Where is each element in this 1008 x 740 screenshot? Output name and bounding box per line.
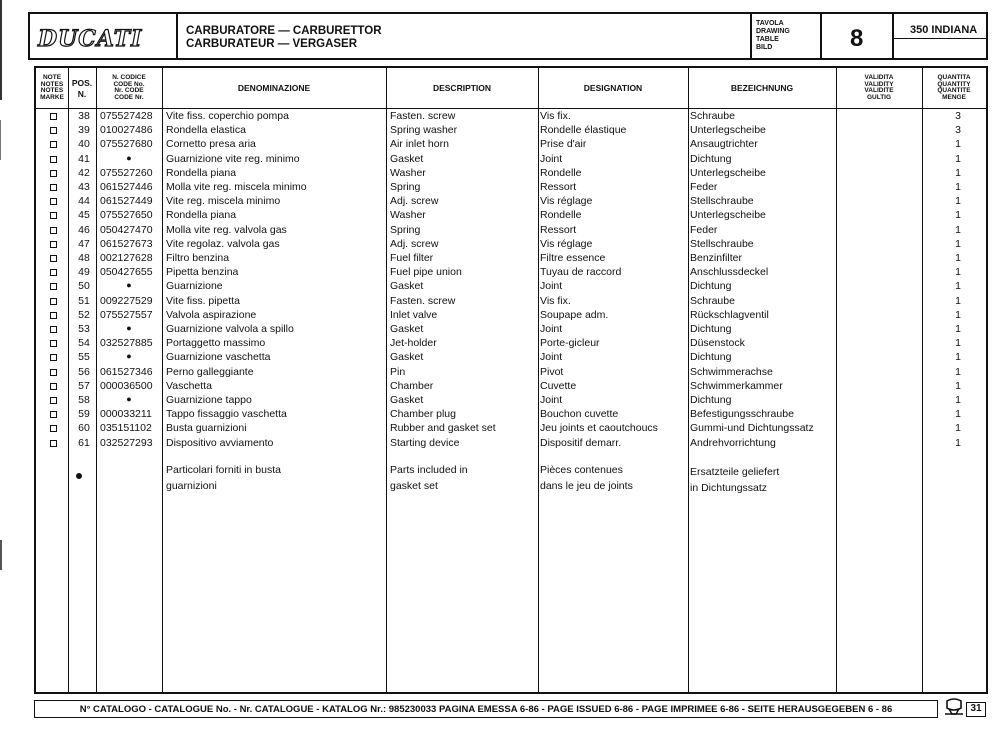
description-cell: Adj. screw (390, 237, 439, 250)
table-row (36, 266, 986, 280)
pos-cell: 61 (78, 436, 90, 449)
description-cell: Fasten. screw (390, 294, 456, 307)
code-cell: ● (126, 351, 132, 362)
code-cell: 075527650 (100, 209, 153, 222)
table-row (36, 437, 986, 451)
denominazione-cell: Busta guarnizioni (166, 422, 247, 435)
piston-icon (943, 698, 965, 716)
code-cell: 035151102 (100, 422, 152, 435)
note-german: Ersatzteile geliefert in Dichtungssatz (690, 466, 780, 494)
note-italian: Particolari forniti in busta guarnizioni (166, 464, 281, 492)
table-row (36, 167, 986, 181)
denominazione-cell: Rondella piana (166, 209, 237, 222)
code-cell: 000033211 (100, 408, 152, 421)
quantity-cell: 1 (955, 280, 961, 293)
checkbox-icon (50, 184, 57, 191)
designation-cell: Ressort (540, 181, 577, 193)
table-row (36, 138, 986, 152)
quantity-cell: 1 (955, 436, 961, 449)
pos-cell: 38 (78, 110, 90, 122)
table-row (36, 195, 986, 209)
bezeichnung-cell: Stellschraube (690, 195, 754, 208)
checkbox-icon (50, 340, 57, 347)
quantity-cell: 1 (955, 422, 961, 435)
description-cell: Gasket (390, 323, 424, 335)
bezeichnung-cell: Schraube (690, 110, 735, 122)
table-row (36, 224, 986, 238)
drawing-number: 8 (850, 25, 864, 52)
denominazione-cell: Filtro benzina (166, 252, 230, 264)
checkbox-icon (50, 227, 57, 234)
description-cell: Spring (390, 223, 421, 236)
table-row (36, 252, 986, 266)
designation-cell: Rondelle (540, 166, 582, 179)
checkbox-icon (50, 141, 57, 148)
checkbox-icon (50, 156, 57, 163)
bezeichnung-cell: Schraube (690, 294, 735, 307)
code-cell: 075527260 (100, 166, 153, 179)
pos-cell: 51 (78, 294, 90, 307)
designation-cell: Pivot (540, 365, 564, 378)
note-french: Pièces contenues dans le jeu de joints (540, 464, 633, 492)
checkbox-icon (50, 383, 57, 390)
quantity-cell: 1 (955, 351, 961, 364)
code-cell: 061527346 (100, 365, 153, 378)
checkbox-icon (50, 425, 57, 432)
checkbox-icon (50, 369, 57, 376)
title-line-2: CARBURATEUR — VERGASER (186, 38, 358, 50)
designation-cell: Filtre essence (540, 252, 606, 264)
code-cell: 000036500 (100, 379, 153, 392)
table-row (36, 394, 986, 408)
checkbox-icon (50, 269, 57, 276)
pos-cell: 53 (78, 323, 90, 335)
table-row (36, 337, 986, 351)
quantity-cell: 1 (955, 394, 961, 406)
designation-cell: Joint (540, 323, 563, 335)
bezeichnung-cell: Dichtung (690, 323, 732, 335)
designation-cell: Joint (540, 394, 563, 406)
description-cell: Gasket (390, 152, 424, 165)
denominazione-cell: Guarnizione (166, 280, 223, 293)
denominazione-cell: Vite fiss. coperchio pompa (166, 110, 289, 122)
code-cell: ● (126, 152, 132, 163)
ducati-logo: DUCATI (38, 26, 143, 52)
quantity-cell: 1 (955, 337, 961, 350)
quantity-cell: 1 (955, 266, 961, 279)
bezeichnung-cell: Ansaugtrichter (690, 138, 758, 151)
pos-cell: 45 (78, 209, 90, 222)
quantity-cell: 1 (955, 252, 961, 264)
description-cell: Starting device (390, 436, 460, 449)
designation-cell: Bouchon cuvette (540, 408, 619, 421)
bezeichnung-cell: Düsenstock (690, 337, 745, 350)
denominazione-cell: Rondella piana (166, 166, 237, 179)
description-cell: Spring washer (390, 124, 458, 137)
bezeichnung-cell: Befestigungsschraube (690, 408, 794, 421)
table-row (36, 280, 986, 294)
bezeichnung-cell: Benzinfilter (690, 252, 742, 264)
pos-cell: 41 (78, 152, 90, 165)
code-cell: ● (126, 394, 132, 404)
description-cell: Jet-holder (390, 337, 437, 350)
page-header (28, 12, 988, 60)
designation-cell: Vis réglage (540, 237, 593, 250)
table-row (36, 323, 986, 337)
code-cell: 002127628 (100, 252, 153, 264)
header-note: NOTE NOTES NOTES MARKE (40, 74, 64, 101)
checkbox-icon (50, 198, 57, 205)
description-cell: Chamber plug (390, 408, 456, 421)
catalog-footer: N° CATALOGO - CATALOGUE No. - Nr. CATALOGUE - KATALOG Nr.: 985230033 PAGINA EMESSA 6-86 - PAGE ISSUED 6-86 - PAGE IMPRIMEE 6-86 - SEITE HERAUSGEGEBEN 6 - 86 (34, 700, 938, 718)
description-cell: Gasket (390, 351, 424, 364)
code-cell: ● (126, 280, 132, 291)
designation-cell: Joint (540, 152, 563, 165)
code-cell: 050427655 (100, 266, 153, 279)
code-cell: 032527885 (100, 337, 153, 350)
description-cell: Air inlet horn (390, 138, 449, 151)
title-line-1: CARBURATORE — CARBURETTOR (186, 25, 382, 37)
description-cell: Fuel filter (390, 252, 434, 264)
designation-cell: Dispositif demarr. (540, 436, 622, 449)
pos-cell: 43 (78, 181, 90, 193)
header-denominazione: DENOMINAZIONE (237, 83, 311, 93)
description-cell: Fuel pipe union (390, 266, 462, 279)
description-cell: Washer (390, 166, 426, 179)
bezeichnung-cell: Andrehvorrichtung (690, 436, 776, 449)
denominazione-cell: Pipetta benzina (166, 266, 239, 279)
designation-cell: Porte-gicleur (540, 337, 600, 350)
header-code: N. CODICE CODE No. Nr. CODE CODE Nr. (112, 74, 146, 101)
pos-cell: 56 (78, 365, 90, 378)
code-cell: 075527680 (100, 138, 153, 151)
description-cell: Washer (390, 209, 426, 222)
checkbox-icon (50, 298, 57, 305)
description-cell: Spring (390, 181, 421, 193)
designation-cell: Rondelle élastique (540, 124, 627, 137)
designation-cell: Joint (540, 280, 563, 293)
denominazione-cell: Guarnizione vaschetta (166, 351, 271, 364)
table-row (36, 380, 986, 394)
description-cell: Gasket (390, 280, 424, 293)
denominazione-cell: Valvola aspirazione (166, 308, 257, 321)
description-cell: Fasten. screw (390, 110, 456, 122)
designation-cell: Soupape adm. (540, 308, 609, 321)
denominazione-cell: Portaggetto massimo (166, 337, 266, 350)
quantity-cell: 1 (955, 181, 961, 193)
description-cell: Chamber (390, 379, 434, 392)
denominazione-cell: Perno galleggiante (166, 365, 254, 378)
designation-cell: Joint (540, 351, 563, 364)
table-row (36, 209, 986, 223)
pos-cell: 40 (78, 138, 90, 151)
page-number: 31 (966, 702, 986, 717)
bezeichnung-cell: Gummi-und Dichtungssatz (690, 422, 814, 435)
code-cell: 010027486 (100, 124, 153, 137)
quantity-cell: 1 (955, 379, 961, 392)
code-cell: 009227529 (100, 294, 153, 307)
table-row (36, 110, 986, 124)
designation-cell: Vis fix. (540, 294, 571, 307)
table-row (36, 366, 986, 380)
bezeichnung-cell: Dichtung (690, 152, 732, 165)
code-cell: 061527449 (100, 195, 153, 208)
header-validita: VALIDITA VALIDITY VALIDITE GULTIG (864, 74, 894, 101)
checkbox-icon (50, 212, 57, 219)
bezeichnung-cell: Dichtung (690, 351, 732, 364)
quantity-cell: 3 (955, 124, 961, 137)
code-cell: 061527446 (100, 181, 153, 193)
table-row (36, 238, 986, 252)
bezeichnung-cell: Anschlussdeckel (690, 266, 769, 279)
checkbox-icon (50, 255, 57, 262)
denominazione-cell: Rondella elastica (166, 124, 246, 137)
denominazione-cell: Vaschetta (166, 379, 212, 392)
pos-cell: 49 (78, 266, 90, 279)
bullet-dot-icon (76, 468, 82, 484)
quantity-cell: 1 (955, 152, 961, 165)
quantity-cell: 1 (955, 408, 961, 421)
code-cell: 050427470 (100, 223, 153, 236)
table-row (36, 295, 986, 309)
checkbox-icon (50, 312, 57, 319)
designation-cell: Prise d'air (540, 138, 587, 151)
quantity-cell: 1 (955, 365, 961, 378)
pos-cell: 42 (78, 166, 90, 179)
code-cell: 061527673 (100, 237, 153, 250)
table-row (36, 408, 986, 422)
pos-cell: 58 (78, 394, 90, 406)
bezeichnung-cell: Unterlegscheibe (690, 166, 766, 179)
quantity-cell: 1 (955, 237, 961, 250)
table-row (36, 309, 986, 323)
header-quantita: QUANTITA QUANTITY QUANTITE MENGE (937, 74, 971, 101)
pos-cell: 46 (78, 223, 90, 236)
quantity-cell: 3 (955, 110, 961, 122)
checkbox-icon (50, 127, 57, 134)
pos-cell: 59 (78, 408, 90, 421)
bezeichnung-cell: Dichtung (690, 280, 732, 293)
denominazione-cell: Molla vite reg. valvola gas (166, 223, 287, 236)
pos-cell: 47 (78, 237, 90, 250)
pos-cell: 44 (78, 195, 90, 208)
bezeichnung-cell: Unterlegscheibe (690, 209, 766, 222)
scan-edge-marks (0, 0, 4, 740)
header-bezeichnung: BEZEICHNUNG (730, 83, 794, 93)
designation-cell: Rondelle (540, 209, 582, 222)
parts-table (34, 66, 988, 694)
pos-cell: 39 (78, 124, 90, 137)
denominazione-cell: Guarnizione valvola a spillo (166, 323, 294, 335)
quantity-cell: 1 (955, 223, 961, 236)
drawing-label: TABLE (756, 36, 779, 43)
bezeichnung-cell: Rückschlagventil (690, 308, 769, 321)
quantity-cell: 1 (955, 209, 961, 222)
description-cell: Pin (390, 365, 406, 378)
designation-cell: Ressort (540, 223, 577, 236)
drawing-label: BILD (756, 44, 773, 51)
checkbox-icon (50, 283, 57, 290)
denominazione-cell: Cornetto presa aria (166, 138, 256, 151)
header-description: DESCRIPTION (432, 83, 492, 93)
bezeichnung-cell: Feder (690, 223, 718, 236)
table-row (36, 351, 986, 365)
description-cell: Gasket (390, 394, 424, 406)
quantity-cell: 1 (955, 166, 961, 179)
code-cell: 075527428 (100, 110, 153, 122)
designation-cell: Jeu joints et caoutchoucs (540, 422, 658, 435)
catalog-page (28, 12, 988, 724)
checkbox-icon (50, 170, 57, 177)
header-designation: DESIGNATION (583, 83, 643, 93)
table-row (36, 422, 986, 436)
checkbox-icon (50, 354, 57, 361)
pos-cell: 55 (78, 351, 90, 364)
denominazione-cell: Guarnizione tappo (166, 394, 252, 406)
bezeichnung-cell: Stellschraube (690, 237, 754, 250)
denominazione-cell: Vite regolaz. valvola gas (166, 237, 280, 250)
designation-cell: Cuvette (540, 379, 577, 392)
table-row (36, 181, 986, 195)
checkbox-icon (50, 440, 57, 447)
designation-cell: Vis réglage (540, 195, 593, 208)
checkbox-icon (50, 397, 57, 404)
denominazione-cell: Guarnizione vite reg. minimo (166, 152, 300, 165)
denominazione-cell: Molla vite reg. miscela minimo (166, 181, 307, 193)
pos-cell: 60 (78, 422, 90, 435)
pos-cell: 50 (78, 280, 90, 293)
quantity-cell: 1 (955, 195, 961, 208)
header-pos: POS. N. (71, 77, 93, 99)
checkbox-icon (50, 241, 57, 248)
description-cell: Inlet valve (390, 308, 438, 321)
bezeichnung-cell: Dichtung (690, 394, 732, 406)
bezeichnung-cell: Schwimmerkammer (690, 379, 783, 392)
model-name: 350 INDIANA (910, 24, 978, 36)
pos-cell: 52 (78, 308, 90, 321)
pos-cell: 54 (78, 337, 90, 350)
drawing-label: TAVOLA (756, 20, 784, 27)
checkbox-icon (50, 326, 57, 333)
pos-cell: 48 (78, 252, 90, 264)
quantity-cell: 1 (955, 138, 961, 151)
description-cell: Rubber and gasket set (390, 422, 496, 435)
denominazione-cell: Vite fiss. pipetta (166, 294, 240, 307)
code-cell: 032527293 (100, 436, 153, 449)
bezeichnung-cell: Schwimmerachse (690, 365, 773, 378)
pos-cell: 57 (78, 379, 90, 392)
code-cell: 075527557 (100, 308, 153, 321)
quantity-cell: 1 (955, 294, 961, 307)
bezeichnung-cell: Feder (690, 181, 718, 193)
checkbox-icon (50, 411, 57, 418)
checkbox-icon (50, 113, 57, 120)
denominazione-cell: Tappo fissaggio vaschetta (166, 408, 287, 421)
denominazione-cell: Dispositivo avviamento (166, 436, 274, 449)
quantity-cell: 1 (955, 323, 961, 335)
code-cell: ● (126, 323, 132, 333)
designation-cell: Vis fix. (540, 110, 571, 122)
quantity-cell: 1 (955, 308, 961, 321)
denominazione-cell: Vite reg. miscela minimo (166, 195, 281, 208)
table-row (36, 153, 986, 167)
drawing-label: DRAWING (756, 28, 790, 35)
note-english: Parts included in gasket set (390, 464, 468, 492)
description-cell: Adj. screw (390, 195, 439, 208)
designation-cell: Tuyau de raccord (540, 266, 622, 279)
table-row (36, 124, 986, 138)
bezeichnung-cell: Unterlegscheibe (690, 124, 766, 137)
